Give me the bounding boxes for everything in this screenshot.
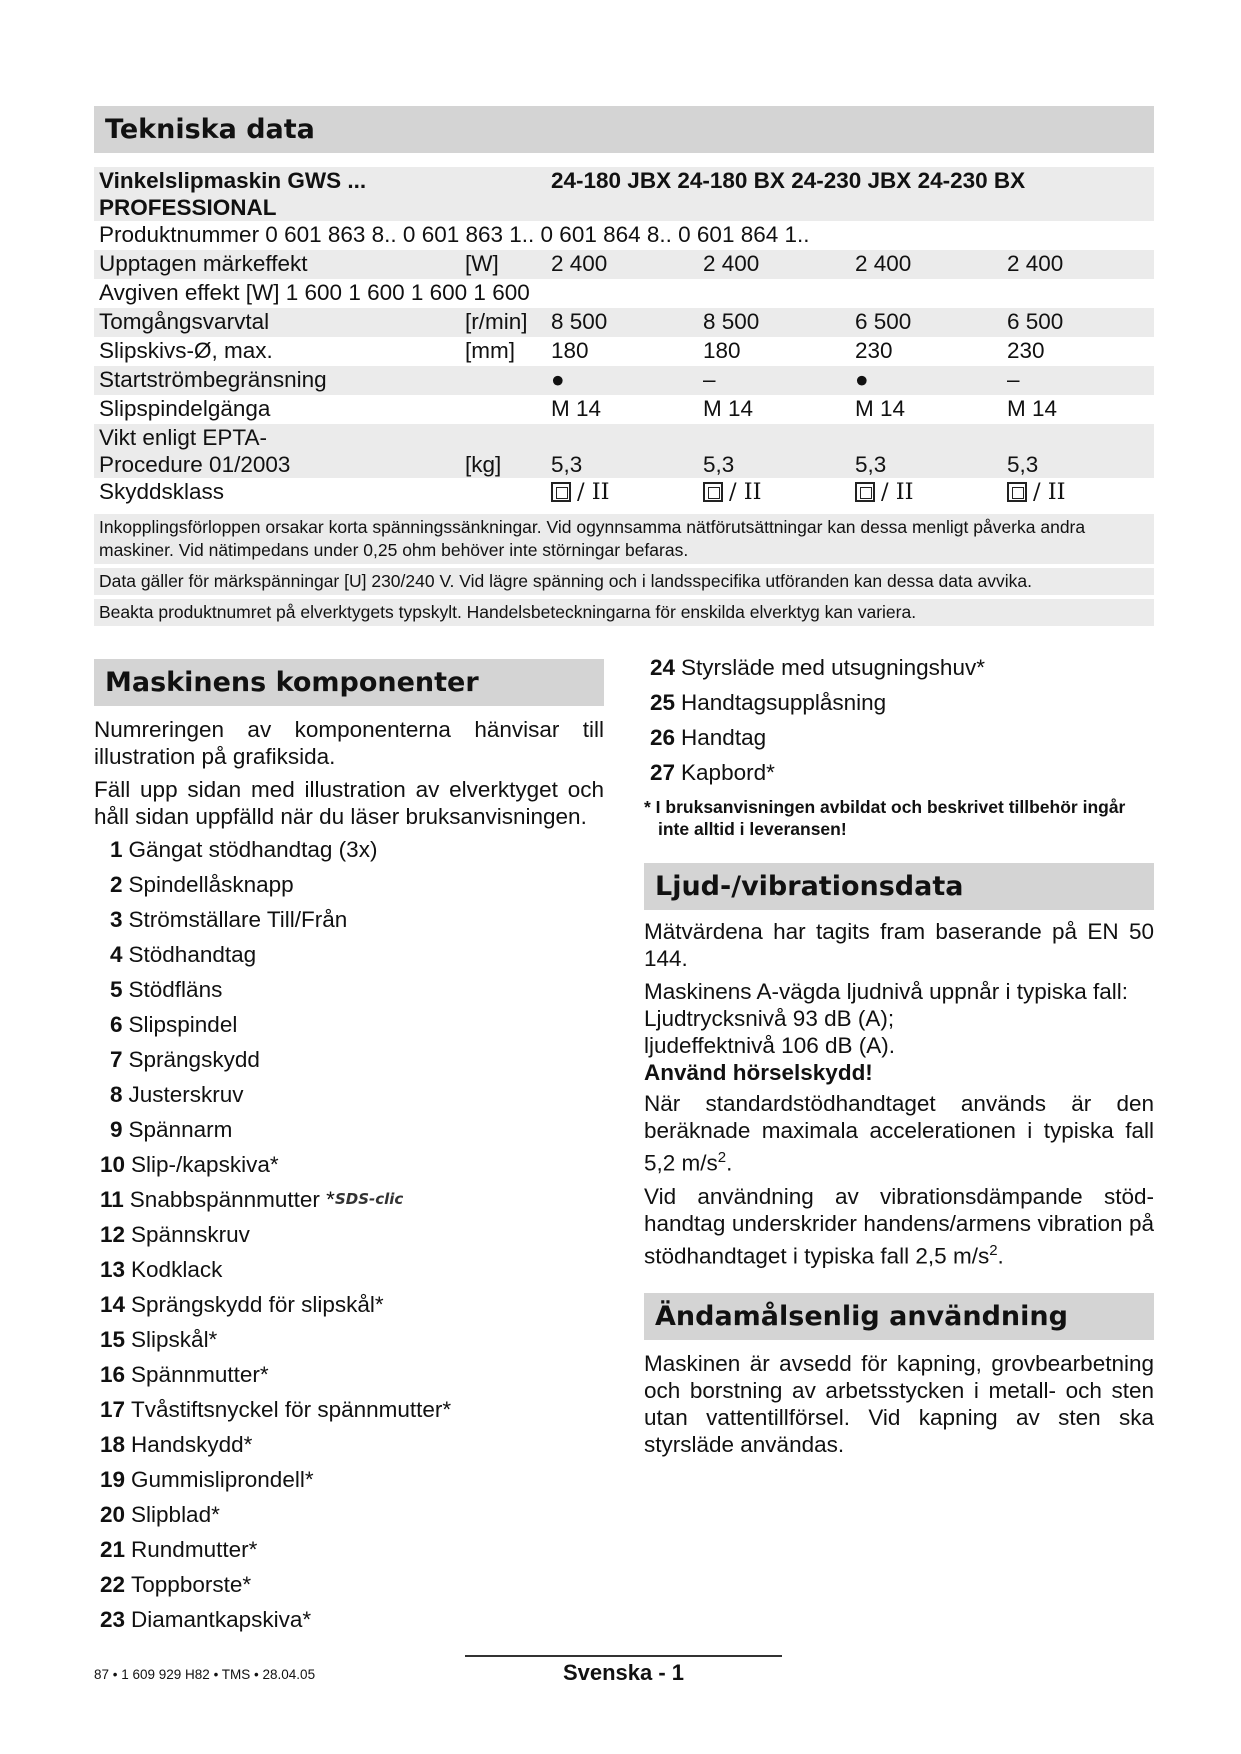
list-item — [644, 755, 1154, 790]
table-row — [94, 424, 1154, 478]
product-number-row: Produktnummer 0 601 863 8.. 0 601 863 1.. 0 601 864 8.. 0 601 864 1.. — [99, 222, 810, 247]
item-number: 27 — [650, 760, 676, 785]
warning-text: Använd hörselskydd! — [644, 1060, 873, 1085]
paragraph: Ljudtrycksnivå 93 dB (A); — [644, 1006, 895, 1031]
item-label: Handskydd* — [131, 1432, 253, 1457]
list-item — [94, 1462, 604, 1497]
list-item — [94, 972, 604, 1007]
list-item — [94, 1147, 604, 1182]
cell: 8 500 — [698, 308, 850, 337]
footnote: * I bruksanvisningen avbildat och beskrivet tillbehör ingår inte alltid i leveransen! — [644, 797, 1126, 839]
text: . — [997, 1243, 1004, 1268]
section-title: Maskinens komponenter — [105, 667, 479, 698]
cell: 2 400 — [546, 250, 698, 279]
item-number: 17 — [100, 1397, 126, 1422]
item-label: Sprängskydd för slipskål* — [131, 1292, 384, 1317]
item-label: Handtag — [681, 725, 767, 750]
item-number: 10 — [100, 1152, 126, 1177]
item-number: 9 — [110, 1117, 123, 1142]
item-number: 16 — [100, 1362, 126, 1387]
section-title: Ändamålsenlig användning — [655, 1301, 1068, 1332]
item-number: 23 — [100, 1607, 126, 1632]
item-number: 13 — [100, 1257, 126, 1282]
list-item — [94, 1322, 604, 1357]
right-column — [644, 650, 1154, 1458]
item-number: 21 — [100, 1537, 126, 1562]
intro-text: Fäll upp sidan med illustration av elverktyget och håll sidan uppfälld när du läser bruksanvisningen. — [94, 777, 604, 829]
item-label: Kapbord* — [681, 760, 775, 785]
cell: M 14 — [855, 396, 906, 421]
list-item — [94, 1287, 604, 1322]
cell: 2 400 — [1002, 250, 1154, 279]
list-item — [94, 1217, 604, 1252]
note: Inkopplingsförloppen orsakar korta spänningssänkningar. Vid ogynnsamma nätförutsättningar kan dessa menligt påverka andra maskiner. Vid nätimpedans under 0,25 ohm behöver inte störningar befaras. — [94, 514, 1154, 568]
list-item — [94, 1182, 604, 1217]
cell: 5,3 — [698, 424, 850, 478]
item-number: 25 — [650, 690, 676, 715]
item-label: Rundmutter* — [131, 1537, 258, 1562]
paragraph: Maskinen är avsedd för kapning, grovbearbetning och borstning av arbetsstycken i metall- och sten utan vattentillförsel. Vid kapning av sten ska styrsläde användas. — [644, 1351, 1154, 1457]
item-number: 26 — [650, 725, 676, 750]
section-header-tekniska-data — [94, 106, 1154, 153]
model: 24-230 JBX — [791, 168, 912, 193]
table-notes — [94, 514, 1154, 626]
intro-text: Numreringen av komponenterna hänvisar till illustration på grafiksida. — [94, 717, 604, 769]
paragraph: ljudeffektnivå 106 dB (A). — [644, 1033, 895, 1058]
item-label: Snabbspännmutter * — [129, 1187, 335, 1212]
cell: ● — [546, 366, 698, 395]
cell: 180 — [551, 338, 589, 363]
list-item — [644, 685, 1154, 720]
double-insulation-icon — [1007, 482, 1027, 502]
table-row — [94, 221, 1154, 250]
list-item — [94, 1497, 604, 1532]
cell: 180 — [703, 338, 741, 363]
cell — [698, 478, 850, 507]
list-item — [644, 720, 1154, 755]
text: . — [726, 1150, 733, 1176]
cell: 6 500 — [1002, 308, 1154, 337]
item-number: 4 — [110, 942, 123, 967]
item-number: 11 — [100, 1187, 124, 1212]
item-label: Stödfläns — [128, 977, 223, 1002]
table-row — [94, 337, 1154, 366]
cell: 230 — [855, 338, 893, 363]
list-item — [94, 1357, 604, 1392]
item-label: Slipblad* — [131, 1502, 220, 1527]
item-label: Gummisliprondell* — [131, 1467, 314, 1492]
list-item — [94, 1602, 604, 1637]
row-unit — [460, 366, 546, 395]
components-section — [94, 659, 604, 1637]
cell: ● — [850, 366, 1002, 395]
item-label: Spännskruv — [131, 1222, 250, 1247]
note: Data gäller för märkspänningar [U] 230/240 V. Vid lägre spänning och i landsspecifika utföranden kan dessa data avvika. — [94, 568, 1154, 599]
table-row — [94, 279, 1154, 308]
double-insulation-icon — [855, 482, 875, 502]
item-label: Spännmutter* — [131, 1362, 269, 1387]
item-number: 18 — [100, 1432, 126, 1457]
paragraph — [644, 1183, 1154, 1270]
cell: 6 500 — [850, 308, 1002, 337]
item-number: 8 — [110, 1082, 123, 1107]
tech-data-table — [94, 167, 1154, 507]
cell: M 14 — [551, 396, 602, 421]
paragraph — [644, 1090, 1154, 1177]
list-item — [94, 867, 604, 902]
superscript: 2 — [717, 1149, 727, 1166]
row-unit: [r/min] — [460, 308, 546, 337]
row-label-2: Procedure 01/2003 — [99, 452, 291, 477]
cell — [1002, 478, 1154, 507]
row-label: Slipskivs-Ø, max. — [99, 338, 273, 363]
list-item — [94, 1567, 604, 1602]
model: 24-230 BX — [917, 168, 1026, 193]
cell — [850, 478, 1002, 507]
model-label: Vinkelslipmaskin GWS ... — [99, 168, 367, 193]
item-number: 2 — [110, 872, 123, 897]
item-number: 15 — [100, 1327, 126, 1352]
item-number: 19 — [100, 1467, 126, 1492]
table-row — [94, 478, 1154, 507]
row-unit: [kg] — [460, 424, 546, 478]
protection-class: / II — [729, 479, 762, 505]
protection-class: / II — [881, 479, 914, 505]
double-insulation-icon — [551, 482, 571, 502]
row-unit: [W] — [460, 250, 546, 279]
item-label: Stödhandtag — [128, 942, 257, 967]
list-item — [94, 902, 604, 937]
item-number: 14 — [100, 1292, 126, 1317]
cell: – — [698, 366, 850, 395]
cell: 230 — [1007, 338, 1045, 363]
list-item — [94, 1112, 604, 1147]
paragraph: Maskinens A-vägda ljudnivå uppnår i typiska fall: — [644, 979, 1129, 1004]
list-item — [94, 1392, 604, 1427]
list-item — [94, 1077, 604, 1112]
table-row — [94, 167, 1154, 221]
item-label: Spindellåsknapp — [128, 872, 294, 897]
item-number: 6 — [110, 1012, 123, 1037]
item-label: Sprängskydd — [128, 1047, 260, 1072]
section-title: Tekniska data — [105, 114, 315, 145]
table-row — [94, 308, 1154, 337]
item-number: 12 — [100, 1222, 126, 1247]
text: Vid användning av vibrationsdämpande stödhandtag underskrider handens/armens vibration på stödhandtaget i typiska fall 2,5 m/s — [644, 1183, 1154, 1268]
paragraph: Mätvärdena har tagits fram baserande på EN 50 144. — [644, 919, 1154, 971]
sds-clic-logo: SDS-clic — [334, 1190, 404, 1208]
list-item — [94, 1007, 604, 1042]
row-label: Slipspindelgänga — [99, 396, 271, 421]
item-label: Handtagsupplåsning — [681, 690, 887, 715]
section-title: Ljud-/vibrationsdata — [655, 871, 964, 902]
cell: M 14 — [703, 396, 754, 421]
item-label: Slipspindel — [128, 1012, 238, 1037]
section-header-usage — [644, 1293, 1154, 1340]
item-label: Tvåstiftsnyckel för spännmutter* — [131, 1397, 452, 1422]
list-item — [94, 1427, 604, 1462]
footer-divider — [465, 1655, 782, 1657]
table-row — [94, 366, 1154, 395]
item-label: Styrsläde med utsugningshuv* — [681, 655, 985, 680]
protection-class: / II — [1033, 479, 1066, 505]
cell: – — [1002, 366, 1154, 395]
item-number: 20 — [100, 1502, 126, 1527]
item-label: Gängat stödhandtag (3x) — [128, 837, 378, 862]
double-insulation-icon — [703, 482, 723, 502]
table-row — [94, 250, 1154, 279]
section-header-components — [94, 659, 604, 706]
list-item — [94, 832, 604, 867]
section-header-noise — [644, 863, 1154, 910]
item-label: Kodklack — [131, 1257, 223, 1282]
text: När standardstödhandtaget används är den beräknade maximala accelerationen i typiska fall 5,2 m/s — [644, 1091, 1154, 1176]
table-row — [94, 395, 1154, 424]
note: Beakta produktnumret på elverktygets typskylt. Handelsbeteckningarna för enskilda elverktyg kan variera. — [99, 602, 917, 622]
row-label: Tomgångsvarvtal — [94, 308, 460, 337]
cell: 5,3 — [1002, 424, 1154, 478]
output-power-row: Avgiven effekt [W] 1 600 1 600 1 600 1 600 — [99, 280, 530, 305]
model: 24-180 BX — [677, 168, 785, 193]
list-item — [94, 1252, 604, 1287]
cell: 8 500 — [546, 308, 698, 337]
row-label: Vikt enligt EPTA- — [99, 425, 267, 450]
document-code: 87 • 1 609 929 H82 • TMS • 28.04.05 — [94, 1667, 316, 1682]
item-number: 22 — [100, 1572, 126, 1597]
protection-class: / II — [577, 479, 610, 505]
list-item — [94, 1532, 604, 1567]
item-label: Toppborste* — [131, 1572, 252, 1597]
page-number: Svenska - 1 — [562, 1660, 685, 1685]
cell: 5,3 — [850, 424, 1002, 478]
item-label: Slipskål* — [131, 1327, 218, 1352]
item-number: 3 — [110, 907, 123, 932]
model: 24-180 JBX — [551, 168, 672, 193]
cell: 2 400 — [850, 250, 1002, 279]
cell: 2 400 — [698, 250, 850, 279]
list-item — [94, 937, 604, 972]
item-number: 7 — [110, 1047, 123, 1072]
item-label: Spännarm — [128, 1117, 233, 1142]
cell: M 14 — [1007, 396, 1058, 421]
item-number: 1 — [110, 837, 123, 862]
item-number: 24 — [650, 655, 676, 680]
list-item — [644, 650, 1154, 685]
list-item — [94, 1042, 604, 1077]
row-label: Upptagen märkeffekt — [94, 250, 460, 279]
cell: 5,3 — [546, 424, 698, 478]
item-label: Strömställare Till/Från — [128, 907, 348, 932]
item-label: Justerskruv — [128, 1082, 244, 1107]
row-label: Skyddsklass — [99, 479, 225, 504]
row-unit — [460, 395, 546, 424]
item-number: 5 — [110, 977, 123, 1002]
item-label: Slip-/kapskiva* — [131, 1152, 279, 1177]
superscript: 2 — [989, 1241, 998, 1259]
row-unit: [mm] — [465, 338, 515, 363]
item-label: Diamantkapskiva* — [131, 1607, 312, 1632]
model-label-2: PROFESSIONAL — [99, 195, 277, 220]
cell — [546, 478, 698, 507]
row-label: Startströmbegränsning — [94, 366, 460, 395]
